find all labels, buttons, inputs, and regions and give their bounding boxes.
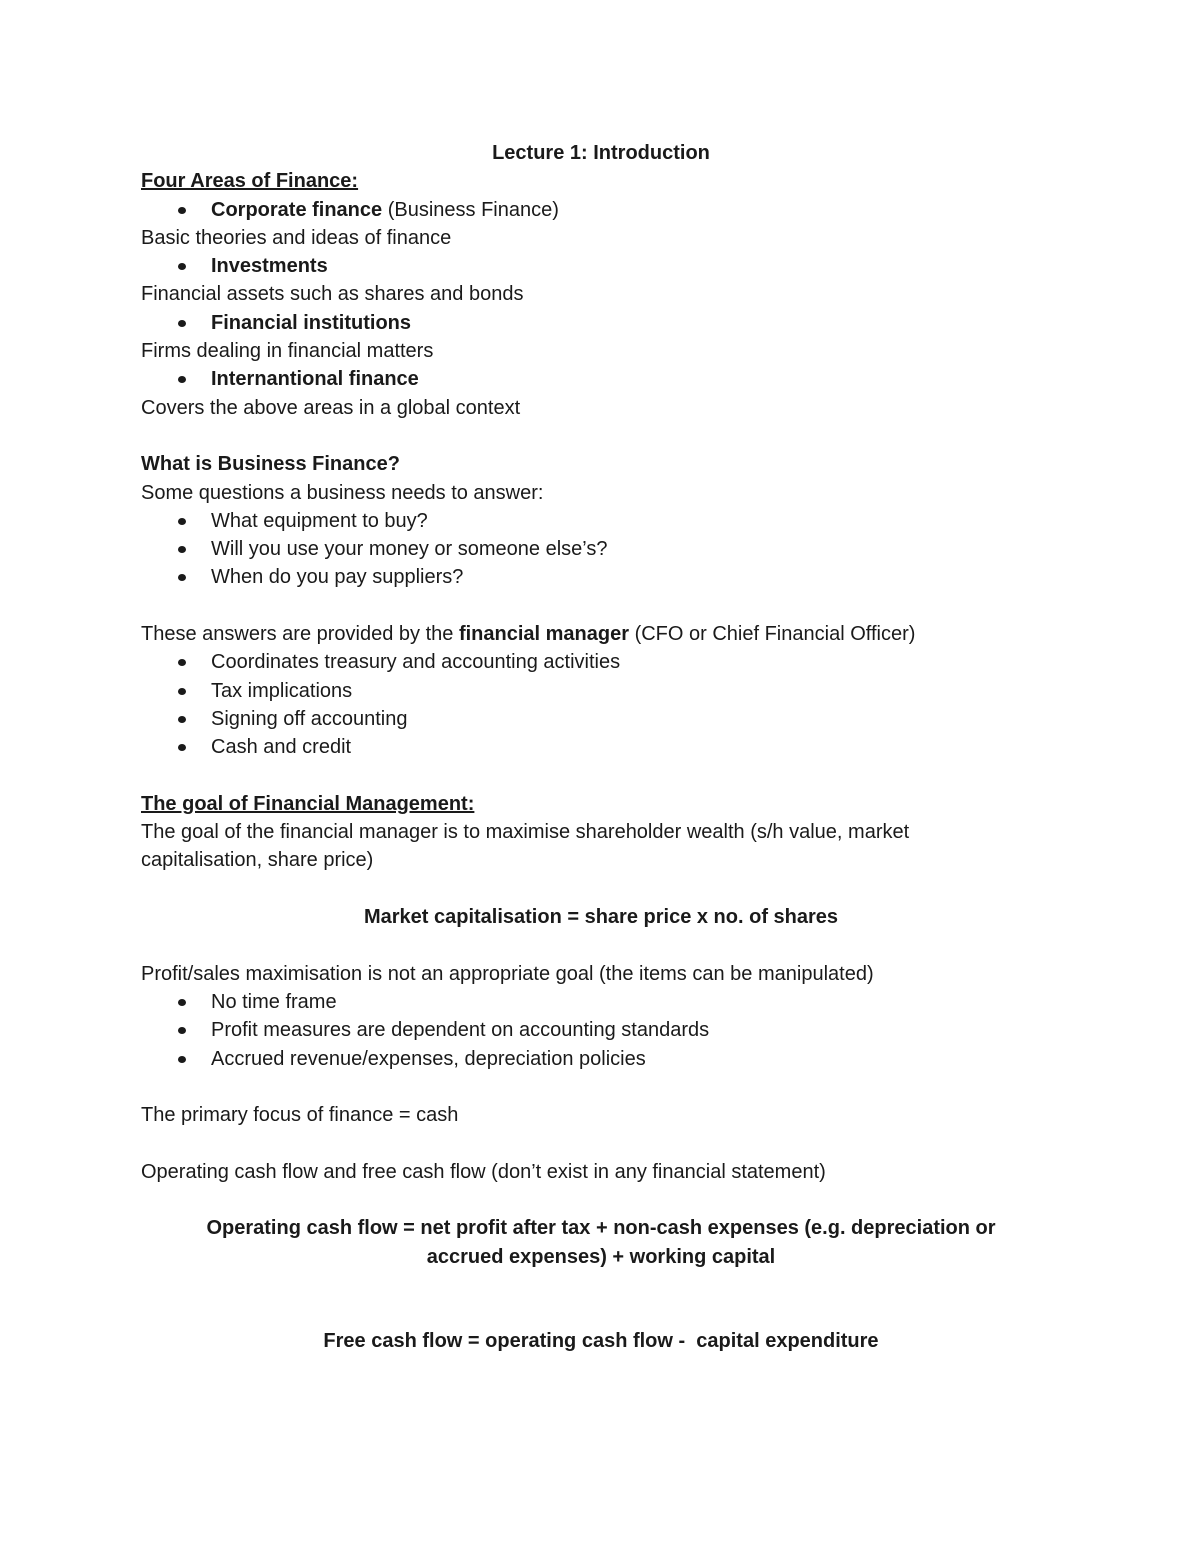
duty-text: Signing off accounting bbox=[211, 707, 408, 730]
business-finance-intro: Some questions a business needs to answer: bbox=[141, 481, 544, 504]
area-description: Financial assets such as shares and bonds bbox=[141, 283, 524, 306]
bullet-icon bbox=[178, 659, 186, 666]
profit-text: Profit/sales maximisation is not an appropriate goal (the items can be manipulated) bbox=[141, 962, 874, 985]
list-item bbox=[141, 648, 1061, 676]
goal-text-line1: The goal of the financial manager is to maximise shareholder wealth (s/h value, market bbox=[141, 821, 910, 844]
list-item bbox=[141, 1045, 1061, 1073]
areas-list-3 bbox=[141, 309, 1061, 337]
spacer bbox=[141, 1271, 1061, 1299]
bullet-icon bbox=[178, 716, 186, 723]
areas-list-4 bbox=[141, 365, 1061, 393]
list-item bbox=[141, 705, 1061, 733]
goal-text-line2: capitalisation, share price) bbox=[141, 849, 374, 872]
cash-flow-note: Operating cash flow and free cash flow (don’t exist in any financial statement) bbox=[141, 1160, 826, 1183]
reasons-list bbox=[141, 988, 1061, 1073]
bullet-icon bbox=[178, 1027, 186, 1034]
answers-pre-text: These answers are provided by the bbox=[141, 623, 459, 646]
list-item bbox=[141, 309, 1061, 337]
question-text: Will you use your money or someone else’s? bbox=[211, 538, 608, 561]
areas-list-1 bbox=[141, 196, 1061, 224]
spacer bbox=[141, 875, 1061, 903]
section-heading-goal: The goal of Financial Management: bbox=[141, 792, 475, 815]
bullet-icon bbox=[178, 999, 186, 1006]
list-item bbox=[141, 252, 1061, 280]
spacer bbox=[141, 1129, 1061, 1157]
spacer bbox=[141, 592, 1061, 620]
bullet-icon bbox=[178, 263, 186, 270]
area-name: Internantional finance bbox=[211, 368, 419, 391]
area-description: Firms dealing in financial matters bbox=[141, 340, 434, 363]
answers-paragraph bbox=[141, 620, 1061, 648]
list-item bbox=[141, 196, 1061, 224]
area-suffix: (Business Finance) bbox=[382, 198, 559, 221]
answers-post-text: (CFO or Chief Financial Officer) bbox=[629, 623, 916, 646]
area-name: Corporate finance bbox=[211, 198, 383, 221]
reason-text: Profit measures are dependent on accounting standards bbox=[211, 1019, 710, 1042]
area-name: Investments bbox=[211, 255, 328, 278]
bullet-icon bbox=[178, 518, 186, 525]
bullet-icon bbox=[178, 1056, 186, 1063]
bullet-icon bbox=[178, 207, 186, 214]
ocf-formula-line2: accrued expenses) + working capital bbox=[426, 1245, 776, 1268]
spacer bbox=[141, 931, 1061, 959]
market-cap-formula: Market capitalisation = share price x no. of shares bbox=[363, 906, 839, 929]
list-item bbox=[141, 365, 1061, 393]
fcf-formula: Free cash flow = operating cash flow - capital expenditure bbox=[323, 1330, 879, 1353]
section-heading-business-finance: What is Business Finance? bbox=[141, 453, 400, 476]
reason-text: Accrued revenue/expenses, depreciation policies bbox=[211, 1047, 646, 1070]
spacer bbox=[141, 1073, 1061, 1101]
list-item bbox=[141, 733, 1061, 761]
spacer bbox=[141, 762, 1061, 790]
duties-list bbox=[141, 648, 1061, 761]
area-description: Covers the above areas in a global context bbox=[141, 396, 521, 419]
duty-text: Tax implications bbox=[211, 679, 353, 702]
answers-bold-text: financial manager bbox=[458, 623, 630, 646]
reason-text: No time frame bbox=[211, 990, 337, 1013]
question-text: When do you pay suppliers? bbox=[211, 566, 464, 589]
list-item bbox=[141, 535, 1061, 563]
bullet-icon bbox=[178, 376, 186, 383]
areas-list-2 bbox=[141, 252, 1061, 280]
spacer bbox=[141, 1186, 1061, 1214]
ocf-formula-line1: Operating cash flow = net profit after tax + non-cash expenses (e.g. depreciation or bbox=[206, 1217, 996, 1240]
bullet-icon bbox=[178, 574, 186, 581]
bullet-icon bbox=[178, 688, 186, 695]
bullet-icon bbox=[178, 546, 186, 553]
focus-text: The primary focus of finance = cash bbox=[141, 1104, 459, 1127]
duty-text: Cash and credit bbox=[211, 736, 352, 759]
document-page bbox=[141, 139, 1061, 1356]
section-heading-areas: Four Areas of Finance: bbox=[141, 170, 359, 193]
list-item bbox=[141, 507, 1061, 535]
duty-text: Coordinates treasury and accounting activities bbox=[211, 651, 621, 674]
page-title: Lecture 1: Introduction bbox=[492, 142, 710, 164]
question-text: What equipment to buy? bbox=[211, 509, 428, 532]
bullet-icon bbox=[178, 744, 186, 751]
list-item bbox=[141, 988, 1061, 1016]
bullet-icon bbox=[178, 320, 186, 327]
area-name: Financial institutions bbox=[211, 311, 412, 334]
list-item bbox=[141, 1016, 1061, 1044]
questions-list bbox=[141, 507, 1061, 592]
spacer bbox=[141, 422, 1061, 450]
area-description: Basic theories and ideas of finance bbox=[141, 226, 452, 249]
spacer bbox=[141, 1299, 1061, 1327]
list-item bbox=[141, 677, 1061, 705]
list-item bbox=[141, 563, 1061, 591]
